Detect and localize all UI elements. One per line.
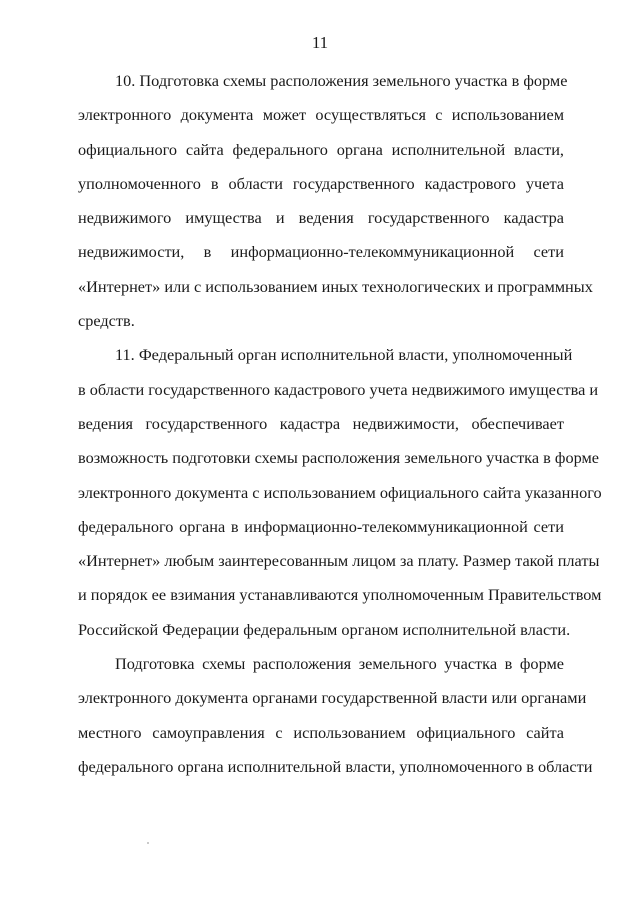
text-line: 10. Подготовка схемы расположения земельного участка в форме [115, 71, 568, 90]
text-line: федерального органа исполнительной власти, уполномоченного в области [78, 756, 593, 776]
paragraph-11 [78, 338, 602, 647]
scan-speck [147, 842, 149, 844]
text-line: недвижимого имущества и ведения государственного кадастра [78, 208, 564, 228]
document-body [78, 64, 602, 784]
text-line: средств. [78, 311, 135, 331]
text-line: «Интернет» или с использованием иных технологических и программных [78, 276, 593, 296]
paragraph-10 [78, 64, 593, 338]
page-number: 11 [311, 33, 329, 52]
text-line: электронного документа с использованием официального сайта указанного [78, 482, 602, 502]
text-line: в области государственного кадастрового учета недвижимого имущества и [78, 379, 599, 399]
text-line: электронного документа может осуществляться с использованием [78, 105, 564, 125]
text-line: официального сайта федерального органа исполнительной власти, [78, 139, 564, 159]
text-line: ведения государственного кадастра недвижимости, обеспечивает [78, 413, 564, 433]
text-line: Подготовка схемы расположения земельного участка в форме [115, 654, 564, 674]
text-line: «Интернет» любым заинтересованным лицом за плату. Размер такой платы [78, 551, 600, 571]
text-line: федерального органа в информационно-телекоммуникационной сети [78, 516, 564, 536]
text-line: электронного документа органами государственной власти или органами [78, 688, 587, 708]
text-line: 11. Федеральный орган исполнительной власти, уполномоченный [115, 345, 573, 365]
paragraph-12 [78, 647, 593, 784]
text-line: недвижимости, в информационно-телекоммуникационной сети [78, 242, 564, 262]
text-line: уполномоченного в области государственного кадастрового учета [78, 173, 564, 193]
text-line: местного самоуправления с использованием официального сайта [78, 722, 564, 742]
text-line: Российской Федерации федеральным органом исполнительной власти. [78, 619, 571, 639]
text-line: и порядок ее взимания устанавливаются уполномоченным Правительством [78, 585, 602, 605]
text-line: возможность подготовки схемы расположения земельного участка в форме [78, 448, 600, 468]
